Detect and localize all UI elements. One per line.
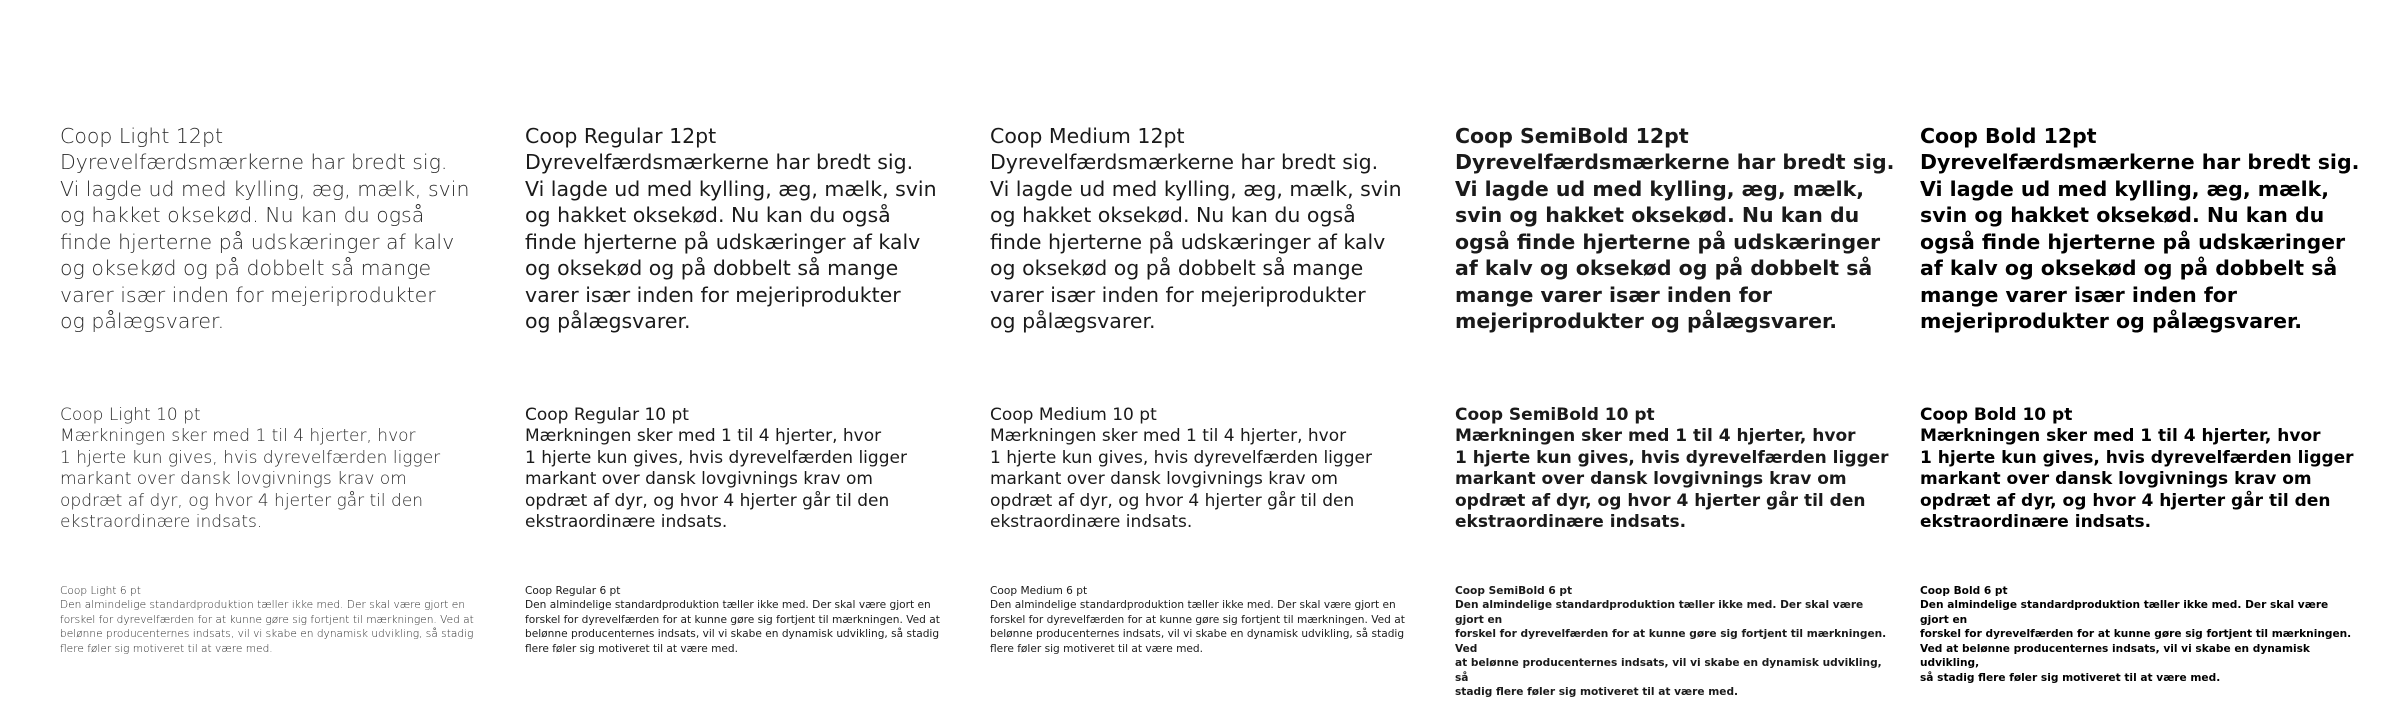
specimen-body-text: Mærkningen sker med 1 til 4 hjerter, hvor 1 hjerte kun gives, hvis dyrevelfærden ligger markant over dansk lovgivnings krav om opdræt af dyr, og hvor 4 hjerter går til den ekstraordinære indsats.: [1455, 426, 1889, 532]
specimen-heading: Coop Medium 10 pt: [990, 404, 1157, 425]
specimen-10pt: [60, 383, 500, 555]
specimen-heading: Coop Bold 10 pt: [1920, 404, 2073, 425]
specimen-6pt: [990, 569, 1430, 671]
specimen-body-text: Dyrevelfærdsmærkerne har bredt sig. Vi lagde ud med kylling, æg, mælk, svin og hakket oksekød. Nu kan du også finde hjerterne på udskæringer af kalv og oksekød og på dobbelt så mange varer især inden for mejeriprodukter og pålægsvarer.: [1455, 150, 1895, 333]
specimen-body-text: Mærkningen sker med 1 til 4 hjerter, hvor 1 hjerte kun gives, hvis dyrevelfærden ligger markant over dansk lovgivnings krav om opdræt af dyr, og hvor 4 hjerter går til den ekstraordinære indsats.: [60, 426, 441, 532]
specimen-heading: Coop Light 12pt: [60, 123, 224, 148]
specimen-column-regular: [525, 96, 965, 671]
specimen-12pt: [1455, 96, 1895, 361]
specimen-column-bold: [1920, 96, 2360, 700]
specimen-10pt: [1920, 383, 2360, 555]
specimen-heading: Coop SemiBold 12pt: [1455, 123, 1689, 148]
specimen-6pt: [1455, 569, 1895, 714]
specimen-heading: Coop Regular 10 pt: [525, 404, 689, 425]
specimen-heading: Coop Light 10 pt: [60, 404, 201, 425]
specimen-10pt: [990, 383, 1430, 555]
specimen-body-text: Den almindelige standardproduktion tæller ikke med. Der skal være gjort en forskel for dyrevelfærden for at kunne gøre sig fortjent til mærkningen. Ved at belønne producenternes indsats, vil vi skabe en dynamisk udvikling, så stadig flere føler sig motiveret til at være med.: [1920, 599, 2352, 684]
specimen-heading: Coop Light 6 pt: [60, 584, 141, 597]
specimen-body-text: Mærkningen sker med 1 til 4 hjerter, hvor 1 hjerte kun gives, hvis dyrevelfærden ligger markant over dansk lovgivnings krav om opdræt af dyr, og hvor 4 hjerter går til den ekstraordinære indsats.: [525, 426, 907, 532]
specimen-column-semibold: [1455, 96, 1895, 714]
specimen-heading: Coop SemiBold 10 pt: [1455, 404, 1655, 425]
specimen-heading: Coop Regular 6 pt: [525, 584, 621, 597]
specimen-12pt: [60, 96, 500, 361]
specimen-heading: Coop Medium 12pt: [990, 123, 1185, 148]
specimen-12pt: [1920, 96, 2360, 361]
specimen-heading: Coop Medium 6 pt: [990, 584, 1088, 597]
specimen-heading: Coop Regular 12pt: [525, 123, 717, 148]
specimen-body-text: Den almindelige standardproduktion tæller ikke med. Der skal være gjort en forskel for dyrevelfærden for at kunne gøre sig fortjent til mærkningen. Ved at belønne producenternes indsats, vil vi skabe en dynamisk udvikling, så stadig flere føler sig motiveret til at være med.: [60, 599, 474, 655]
specimen-body-text: Dyrevelfærdsmærkerne har bredt sig. Vi lagde ud med kylling, æg, mælk, svin og hakket oksekød. Nu kan du også finde hjerterne på udskæringer af kalv og oksekød og på dobbelt så mange varer især inden for mejeriprodukter og pålægsvarer.: [990, 150, 1402, 333]
specimen-body-text: Den almindelige standardproduktion tæller ikke med. Der skal være gjort en forskel for dyrevelfærden for at kunne gøre sig fortjent til mærkningen. Ved at belønne producenternes indsats, vil vi skabe en dynamisk udvikling, så stadig flere føler sig motiveret til at være med.: [1455, 599, 1887, 698]
specimen-body-text: Den almindelige standardproduktion tæller ikke med. Der skal være gjort en forskel for dyrevelfærden for at kunne gøre sig fortjent til mærkningen. Ved at belønne producenternes indsats, vil vi skabe en dynamisk udvikling, så stadig flere føler sig motiveret til at være med.: [525, 599, 940, 655]
specimen-column-light: [60, 96, 500, 671]
specimen-body-text: Mærkningen sker med 1 til 4 hjerter, hvor 1 hjerte kun gives, hvis dyrevelfærden ligger markant over dansk lovgivnings krav om opdræt af dyr, og hvor 4 hjerter går til den ekstraordinære indsats.: [990, 426, 1372, 532]
specimen-10pt: [1455, 383, 1895, 555]
specimen-12pt: [990, 96, 1430, 361]
specimen-6pt: [525, 569, 965, 671]
specimen-heading: Coop SemiBold 6 pt: [1455, 584, 1573, 597]
specimen-body-text: Mærkningen sker med 1 til 4 hjerter, hvor 1 hjerte kun gives, hvis dyrevelfærden ligger markant over dansk lovgivnings krav om opdræt af dyr, og hvor 4 hjerter går til den ekstraordinære indsats.: [1920, 426, 2354, 532]
specimen-12pt: [525, 96, 965, 361]
specimen-heading: Coop Bold 6 pt: [1920, 584, 2008, 597]
specimen-column-medium: [990, 96, 1430, 671]
specimen-heading: Coop Bold 12pt: [1920, 123, 2097, 148]
specimen-6pt: [1920, 569, 2360, 700]
specimen-body-text: Dyrevelfærdsmærkerne har bredt sig. Vi lagde ud med kylling, æg, mælk, svin og hakket oksekød. Nu kan du også finde hjerterne på udskæringer af kalv og oksekød og på dobbelt så mange varer især inden for mejeriprodukter og pålægsvarer.: [60, 150, 470, 333]
specimen-6pt: [60, 569, 500, 671]
specimen-body-text: Dyrevelfærdsmærkerne har bredt sig. Vi lagde ud med kylling, æg, mælk, svin og hakket oksekød. Nu kan du også finde hjerterne på udskæringer af kalv og oksekød og på dobbelt så mange varer især inden for mejeriprodukter og pålægsvarer.: [1920, 150, 2360, 333]
specimen-body-text: Dyrevelfærdsmærkerne har bredt sig. Vi lagde ud med kylling, æg, mælk, svin og hakket oksekød. Nu kan du også finde hjerterne på udskæringer af kalv og oksekød og på dobbelt så mange varer især inden for mejeriprodukter og pålægsvarer.: [525, 150, 937, 333]
specimen-10pt: [525, 383, 965, 555]
specimen-body-text: Den almindelige standardproduktion tæller ikke med. Der skal være gjort en forskel for dyrevelfærden for at kunne gøre sig fortjent til mærkningen. Ved at belønne producenternes indsats, vil vi skabe en dynamisk udvikling, så stadig flere føler sig motiveret til at være med.: [990, 599, 1405, 655]
